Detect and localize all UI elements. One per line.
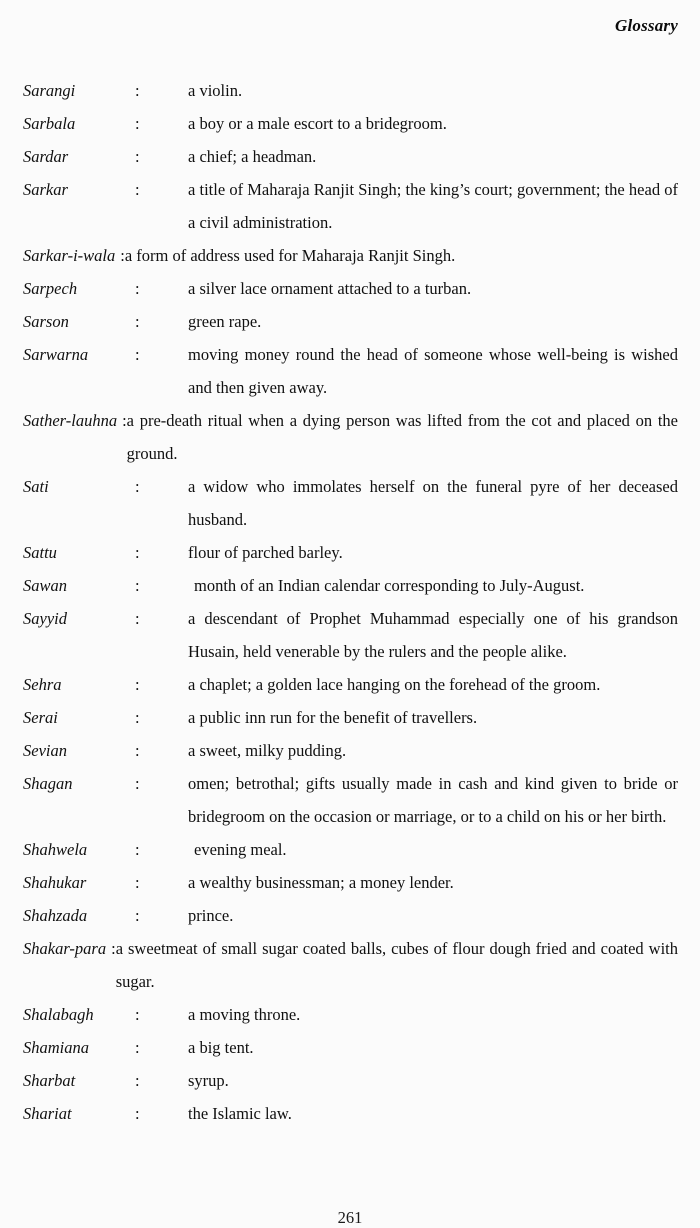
glossary-entry bbox=[0, 833, 700, 866]
glossary-term: Sarkar bbox=[23, 180, 68, 199]
glossary-separator: : bbox=[122, 411, 127, 430]
glossary-entry bbox=[0, 239, 700, 272]
glossary-separator: : bbox=[135, 741, 140, 760]
glossary-separator: : bbox=[135, 774, 140, 793]
glossary-separator: : bbox=[135, 312, 140, 331]
glossary-entry bbox=[0, 1097, 700, 1130]
glossary-term: Sarkar-i-wala bbox=[23, 246, 116, 265]
glossary-separator: : bbox=[135, 345, 140, 364]
glossary-definition: a pre-death ritual when a dying person was lifted from the cot and placed on the ground. bbox=[126, 411, 678, 463]
glossary-term: Sattu bbox=[23, 543, 57, 562]
glossary-separator: : bbox=[135, 1005, 140, 1024]
glossary-definition: a violin. bbox=[188, 81, 243, 100]
glossary-entry bbox=[0, 173, 700, 239]
glossary-separator: : bbox=[135, 543, 140, 562]
glossary-term: Sarangi bbox=[23, 81, 76, 100]
glossary-entry bbox=[0, 305, 700, 338]
glossary-definition: prince. bbox=[188, 906, 234, 925]
glossary-separator: : bbox=[135, 840, 140, 859]
glossary-definition: evening meal. bbox=[194, 840, 287, 859]
glossary-separator: : bbox=[135, 609, 140, 628]
glossary-entry bbox=[0, 932, 700, 998]
glossary-term: Shakar-para bbox=[23, 939, 107, 958]
glossary-term: Shahzada bbox=[23, 906, 88, 925]
glossary-definition: month of an Indian calendar corresponding to July-August. bbox=[194, 576, 585, 595]
glossary-definition: a descendant of Prophet Muhammad especially one of his grandson Husain, held venerable by the rulers and the people alike. bbox=[188, 609, 678, 661]
glossary-definition: a widow who immolates herself on the funeral pyre of her deceased husband. bbox=[188, 477, 678, 529]
glossary-separator: : bbox=[135, 906, 140, 925]
glossary-separator: : bbox=[135, 675, 140, 694]
glossary-separator: : bbox=[111, 939, 116, 958]
glossary-separator: : bbox=[135, 1038, 140, 1057]
glossary-entry bbox=[0, 107, 700, 140]
glossary-separator: : bbox=[135, 1071, 140, 1090]
glossary-separator: : bbox=[135, 180, 140, 199]
glossary-term: Sardar bbox=[23, 147, 69, 166]
glossary-definition: a big tent. bbox=[188, 1038, 254, 1057]
page-number: 261 bbox=[337, 1208, 363, 1227]
glossary-definition: omen; betrothal; gifts usually made in cash and kind given to bride or bridegroom on the occasion or marriage, or to a child on his or her birth. bbox=[188, 774, 678, 826]
glossary-term: Sawan bbox=[23, 576, 68, 595]
glossary-definition: a sweetmeat of small sugar coated balls, cubes of flour dough fried and coated with sugar. bbox=[115, 939, 678, 991]
glossary-term: Sarson bbox=[23, 312, 69, 331]
glossary-entry bbox=[0, 734, 700, 767]
glossary-separator: : bbox=[135, 708, 140, 727]
glossary-term: Shalabagh bbox=[23, 1005, 94, 1024]
glossary-separator: : bbox=[135, 873, 140, 892]
glossary-entry bbox=[0, 272, 700, 305]
glossary-entry bbox=[0, 767, 700, 833]
glossary-definition: the Islamic law. bbox=[188, 1104, 292, 1123]
glossary-definition: a silver lace ornament attached to a turban. bbox=[188, 279, 472, 298]
glossary-entry bbox=[0, 668, 700, 701]
glossary-entry bbox=[0, 404, 700, 470]
glossary-separator: : bbox=[120, 246, 125, 265]
glossary-definition: flour of parched barley. bbox=[188, 543, 343, 562]
glossary-separator: : bbox=[135, 81, 140, 100]
glossary-separator: : bbox=[135, 279, 140, 298]
glossary-entry bbox=[0, 1031, 700, 1064]
glossary-separator: : bbox=[135, 1104, 140, 1123]
glossary-definition: a moving throne. bbox=[188, 1005, 301, 1024]
running-head: Glossary bbox=[615, 16, 678, 35]
glossary-entry bbox=[0, 74, 700, 107]
glossary-separator: : bbox=[135, 477, 140, 496]
glossary-term: Sarwarna bbox=[23, 345, 89, 364]
glossary-entry bbox=[0, 1064, 700, 1097]
glossary-entry bbox=[0, 536, 700, 569]
glossary-entry bbox=[0, 866, 700, 899]
glossary-definition: a title of Maharaja Ranjit Singh; the king’s court; government; the head of a civil administration. bbox=[188, 180, 678, 232]
glossary-definition: syrup. bbox=[188, 1071, 229, 1090]
glossary-term: Shariat bbox=[23, 1104, 72, 1123]
glossary-term: Sarpech bbox=[23, 279, 78, 298]
glossary-definition: a chaplet; a golden lace hanging on the forehead of the groom. bbox=[188, 675, 601, 694]
glossary-definition: a sweet, milky pudding. bbox=[188, 741, 347, 760]
glossary-separator: : bbox=[135, 114, 140, 133]
glossary-term: Sehra bbox=[23, 675, 62, 694]
glossary-definition: a form of address used for Maharaja Ranjit Singh. bbox=[124, 246, 456, 265]
glossary-term: Shahwela bbox=[23, 840, 88, 859]
glossary-term: Sevian bbox=[23, 741, 67, 760]
glossary-entry bbox=[0, 338, 700, 404]
glossary-definition: moving money round the head of someone whose well-being is wished and then given away. bbox=[188, 345, 678, 397]
glossary-term: Sati bbox=[23, 477, 49, 496]
glossary-term: Sayyid bbox=[23, 609, 67, 628]
glossary-separator: : bbox=[135, 147, 140, 166]
glossary-term: Sharbat bbox=[23, 1071, 76, 1090]
glossary-definition: a public inn run for the benefit of travellers. bbox=[188, 708, 478, 727]
glossary-term: Sather-lauhna bbox=[23, 411, 118, 430]
glossary-term: Shagan bbox=[23, 774, 73, 793]
glossary-definition: a wealthy businessman; a money lender. bbox=[188, 873, 454, 892]
glossary-definition: green rape. bbox=[188, 312, 262, 331]
glossary-entry bbox=[0, 998, 700, 1031]
glossary-term: Serai bbox=[23, 708, 58, 727]
glossary-term: Shahukar bbox=[23, 873, 87, 892]
glossary-entry bbox=[0, 470, 700, 536]
glossary-term: Sarbala bbox=[23, 114, 76, 133]
glossary-separator: : bbox=[135, 576, 140, 595]
glossary-entry bbox=[0, 140, 700, 173]
glossary-entry bbox=[0, 899, 700, 932]
glossary-definition: a chief; a headman. bbox=[188, 147, 317, 166]
glossary-entry bbox=[0, 569, 700, 602]
glossary-term: Shamiana bbox=[23, 1038, 89, 1057]
glossary-definition: a boy or a male escort to a bridegroom. bbox=[188, 114, 447, 133]
glossary-entry bbox=[0, 602, 700, 668]
glossary-entry bbox=[0, 701, 700, 734]
glossary-list bbox=[0, 74, 700, 1130]
